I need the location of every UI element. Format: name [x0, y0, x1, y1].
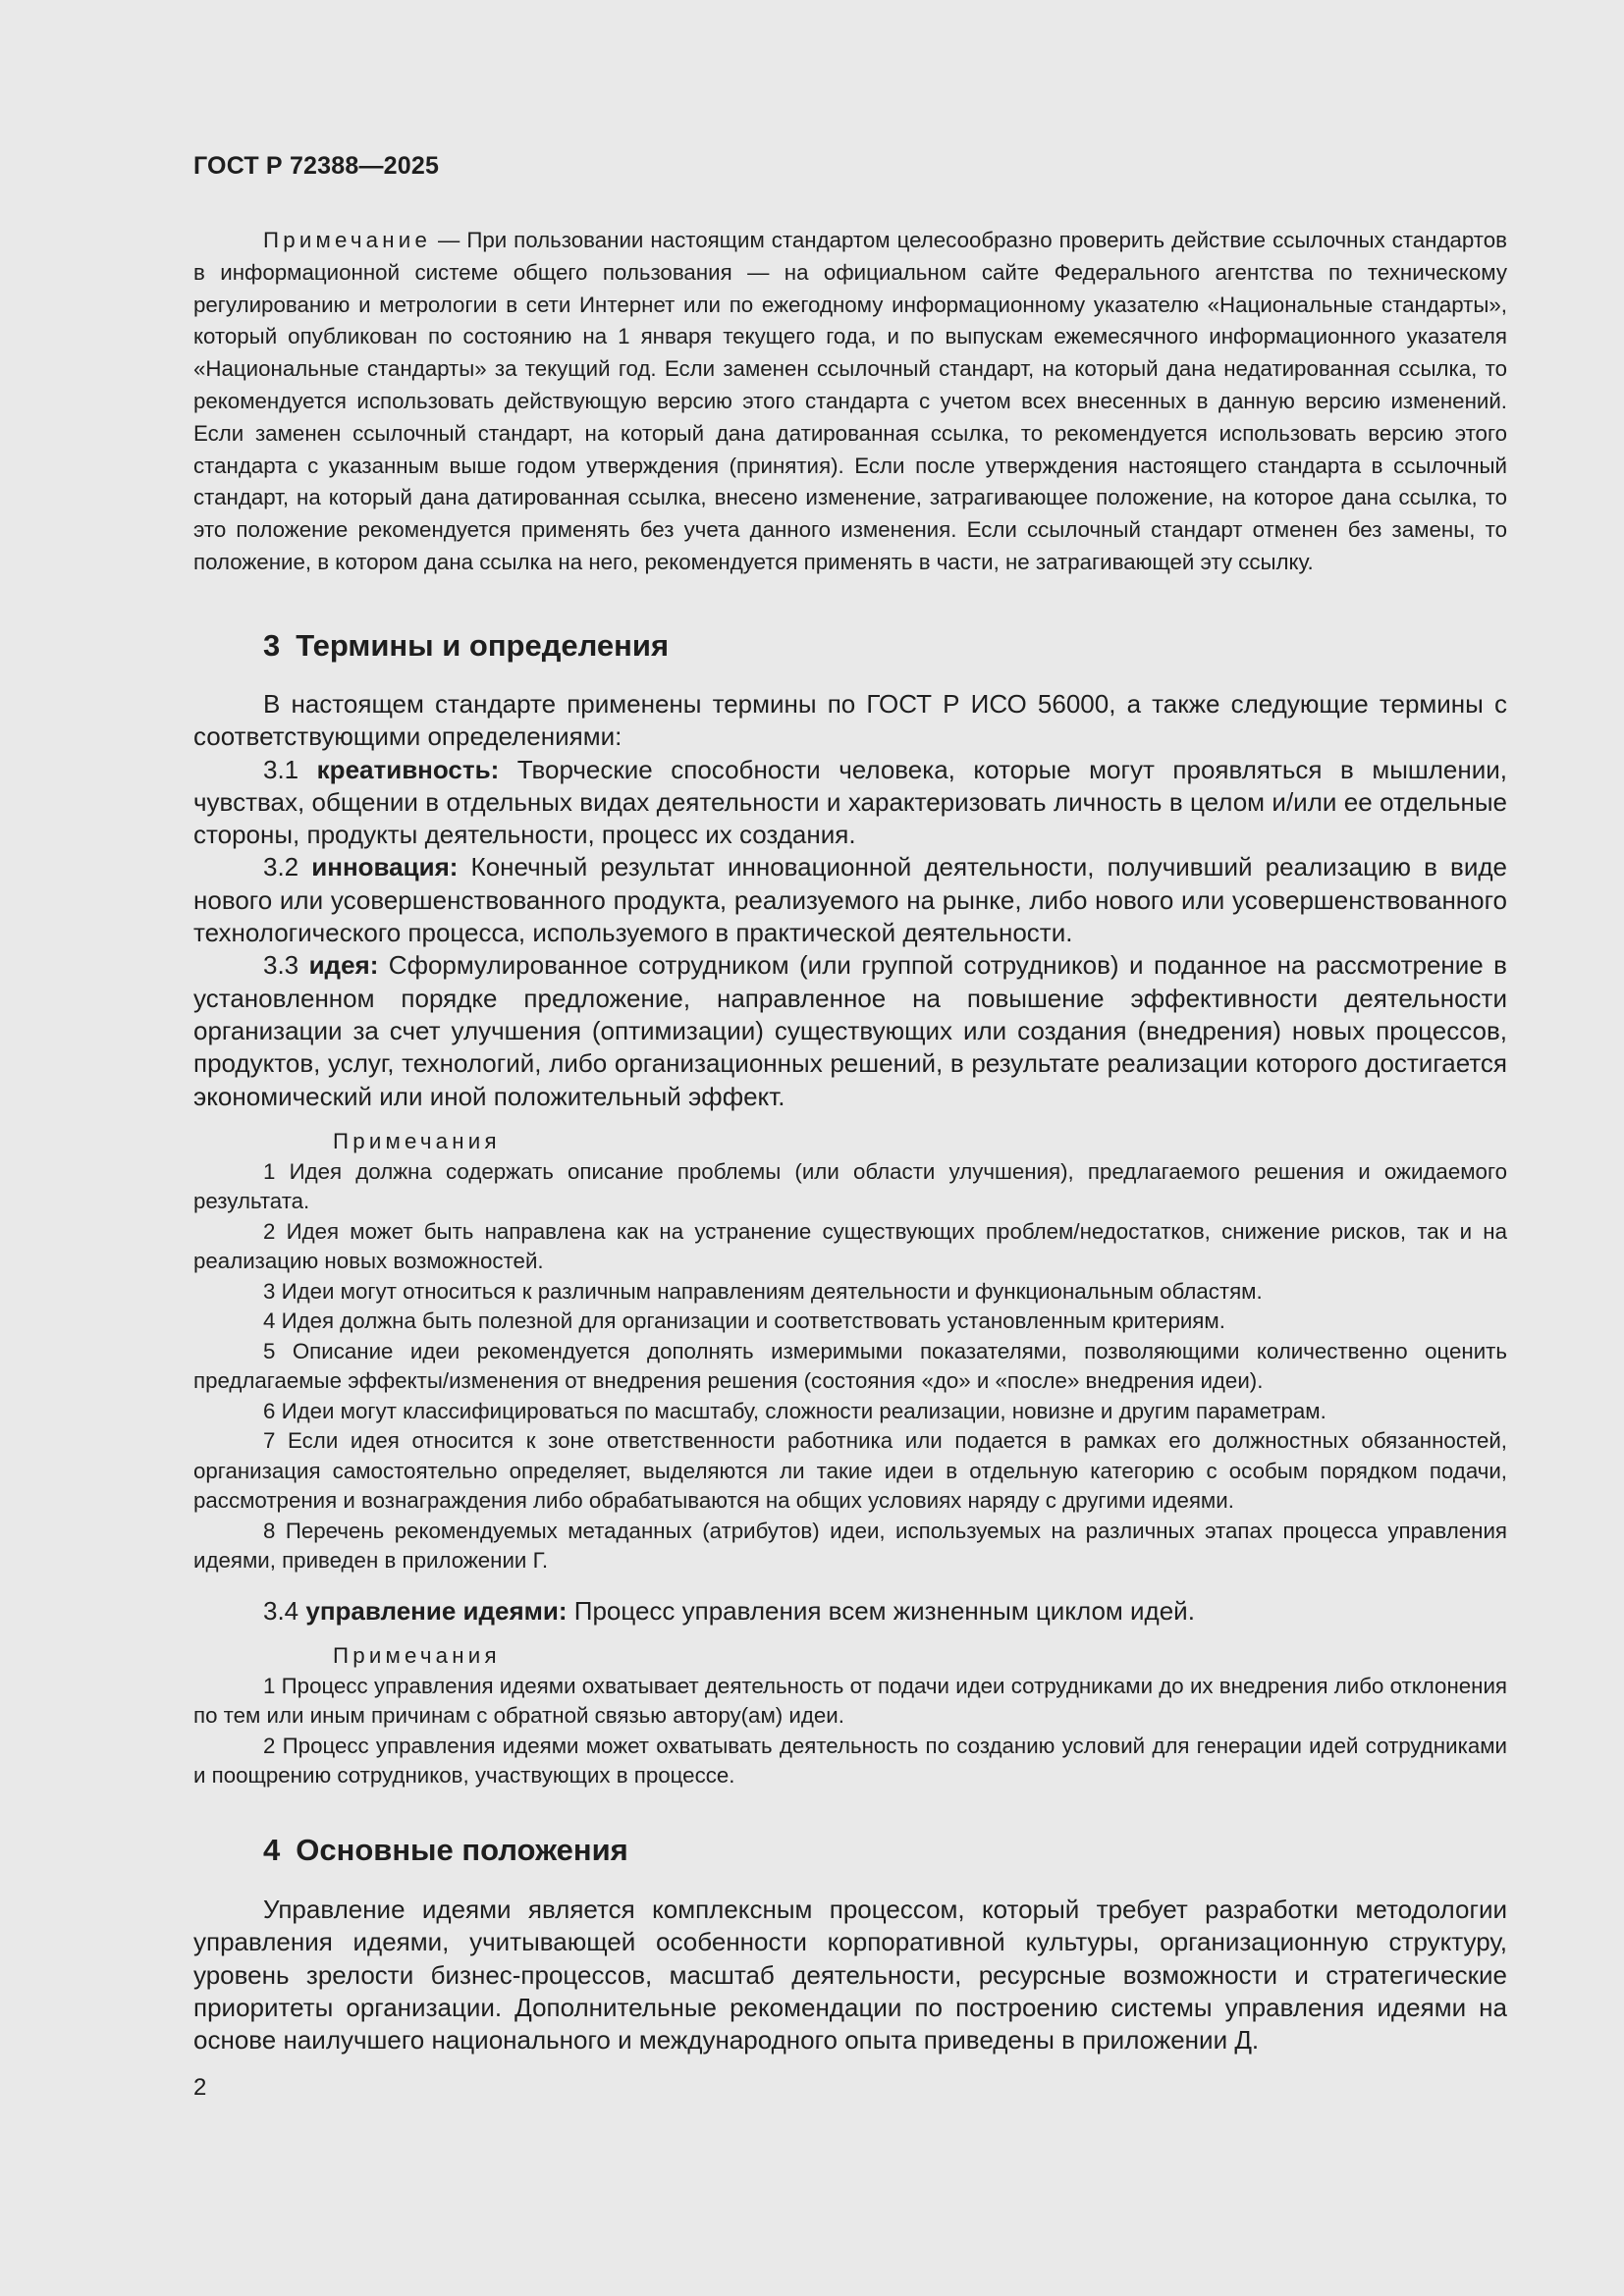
- management-notes-label: Примечания: [333, 1643, 501, 1668]
- term-3-4: 3.4 управление идеями: Процесс управления всем жизненным циклом идей.: [263, 1596, 1195, 1626]
- section-3-heading: [263, 628, 669, 664]
- intro-note-text: — При пользовании настоящим стандартом целесообразно проверить действие ссылочных стандартов в информационной системе общего пользования — на официальном сайте Федерального агентства по техническому регулированию и метрологии в сети Интернет или по ежегодному информационному указателю «Национальные стандарты», который опубликован по состоянию на 1 января текущего года, и по выпускам ежемесячного информационного указателя «Национальные стандарты» за текущий год. Если заменен ссылочный стандарт, на который дана недатированная ссылка, то рекомендуется использовать действующую версию этого стандарта с учетом всех внесенных в данную версию изменений. Если заменен ссылочный стандарт, на который дана датированная ссылка, то рекомендуется использовать версию этого стандарта с указанным выше годом утверждения (принятия). Если после утверждения настоящего стандарта в ссылочный стандарт, на который дана датированная ссылка, внесено изменение, затрагивающее положение, на которое дана ссылка, то это положение рекомендуется применять без учета данного изменения. Если ссылочный стандарт отменен без замены, то положение, в котором дана ссылка на него, рекомендуется применять в части, не затрагивающей эту ссылку.: [193, 228, 1507, 574]
- section-3-intro: В настоящем стандарте применены термины по ГОСТ Р ИСО 56000, а также следующие термины с соответствующими определениями:: [193, 689, 1507, 752]
- idea-note-2: 2 Идея может быть направлена как на устранение существующих проблем/недостатков, снижение рисков, так и на реализацию новых возможностей.: [193, 1218, 1507, 1273]
- term-3-3: 3.3 идея: Сформулированное сотрудником (или группой сотрудников) и поданное на рассмотрение в установленном порядке предложение, направленное на повышение эффективности деятельности организации за счет улучшения (оптимизации) существующих или создания (внедрения) новых процессов, продуктов, услуг, технологий, либо организационных решений, в результате реализации которого достигается экономический или иной положительный эффект.: [193, 950, 1507, 1111]
- idea-note-6: 6 Идеи могут классифицироваться по масштабу, сложности реализации, новизне и другим параметрам.: [263, 1398, 1326, 1423]
- idea-note-4: 4 Идея должна быть полезной для организации и соответствовать установленным критериям.: [263, 1308, 1225, 1333]
- idea-note-8: 8 Перечень рекомендуемых метаданных (атрибутов) идеи, используемых на различных этапах процесса управления идеями, приведен в приложении Г.: [193, 1518, 1507, 1573]
- term-3-4-block: [193, 1595, 1507, 1628]
- idea-note-3: 3 Идеи могут относиться к различным направлениям деятельности и функциональным областям.: [263, 1278, 1263, 1304]
- term-3-2-definition: Конечный результат инновационной деятельности, получивший реализацию в виде нового или усовершенствованного продукта, реализуемого на рынке, либо нового или усовершенствованного технологического процесса, используемого в практической деятельности.: [193, 852, 1507, 948]
- document-code-header: ГОСТ Р 72388—2025: [193, 152, 440, 180]
- section-4-number: 4: [263, 1833, 281, 1867]
- term-3-1-definition: Творческие способности человека, которые могут проявляться в мышлении, чувствах, общении в отдельных видах деятельности и характеризовать личность в целом и/или ее отдельные стороны, продукты деятельности, процесс их создания.: [193, 754, 1508, 850]
- term-3-4-definition: Процесс управления всем жизненным циклом идей.: [567, 1596, 1195, 1626]
- idea-note-7: 7 Если идея относится к зоне ответственности работника или подается в рамках его должностных обязанностей, организация самостоятельно определяет, выделяются ли такие идеи в отдельную категорию с особым порядком подачи, рассмотрения и вознаграждения либо обрабатываются на общих условиях наряду с другими идеями.: [193, 1428, 1507, 1513]
- intro-note-label: Примечание: [263, 228, 432, 252]
- management-notes: [193, 1641, 1507, 1791]
- term-3-3-definition: Сформулированное сотрудником (или группой сотрудников) и поданное на рассмотрение в установленном порядке предложение, направленное на повышение эффективности деятельности организации за счет улучшения (оптимизации) существующих или создания (внедрения) новых процессов, продуктов, услуг, технологий, либо организационных решений, в результате реализации которого достигается экономический или иной положительный эффект.: [193, 950, 1507, 1111]
- idea-notes-label: Примечания: [333, 1129, 501, 1153]
- idea-note-1: 1 Идея должна содержать описание проблемы (или области улучшения), предлагаемого решения и ожидаемого результата.: [193, 1158, 1507, 1213]
- intro-note: [193, 225, 1507, 579]
- management-note-2: 2 Процесс управления идеями может охватывать деятельность по созданию условий для генерации идей сотрудниками и поощрению сотрудников, участвующих в процессе.: [193, 1733, 1507, 1788]
- idea-notes: [193, 1127, 1507, 1576]
- section-3-number: 3: [263, 628, 281, 663]
- term-3-1-name: креативность:: [316, 754, 500, 784]
- section-4-title: Основные положения: [296, 1833, 628, 1867]
- term-3-3-name: идея:: [308, 950, 379, 981]
- section-4-heading: [263, 1833, 628, 1868]
- term-3-1: 3.1 креативность: Творческие способности человека, которые могут проявляться в мышлении, чувствах, общении в отдельных видах деятельности и характеризовать личность в целом и/или ее отдельные стороны, продукты деятельности, процесс их создания.: [193, 754, 1508, 850]
- section-3-title: Термины и определения: [296, 628, 670, 663]
- section-4-text: Управление идеями является комплексным процессом, который требует разработки методологии управления идеями, учитывающей особенности корпоративной культуры, организационную структуру, уровень зрелости бизнес-процессов, масштаб деятельности, ресурсные возможности и стратегические приоритеты организации. Дополнительные рекомендации по построению системы управления идеями на основе наилучшего национального и международного опыта приведены в приложении Д.: [193, 1895, 1507, 2056]
- page-number: 2: [193, 2074, 207, 2101]
- section-3-body: [193, 688, 1507, 1113]
- section-4-body: [193, 1894, 1507, 2056]
- management-note-1: 1 Процесс управления идеями охватывает деятельность от подачи идеи сотрудниками до их внедрения либо отклонения по тем или иным причинам с обратной связью автору(ам) идеи.: [193, 1673, 1507, 1728]
- term-3-4-name: управление идеями:: [305, 1596, 568, 1626]
- term-3-2-name: инновация:: [311, 852, 459, 882]
- term-3-2: 3.2 инновация: Конечный результат инновационной деятельности, получивший реализацию в виде нового или усовершенствованного продукта, реализуемого на рынке, либо нового или усовершенствованного технологического процесса, используемого в практической деятельности.: [193, 852, 1507, 948]
- idea-note-5: 5 Описание идеи рекомендуется дополнять измеримыми показателями, позволяющими количественно оценить предлагаемые эффекты/изменения от внедрения решения (состояния «до» и «после» внедрения идеи).: [193, 1338, 1507, 1393]
